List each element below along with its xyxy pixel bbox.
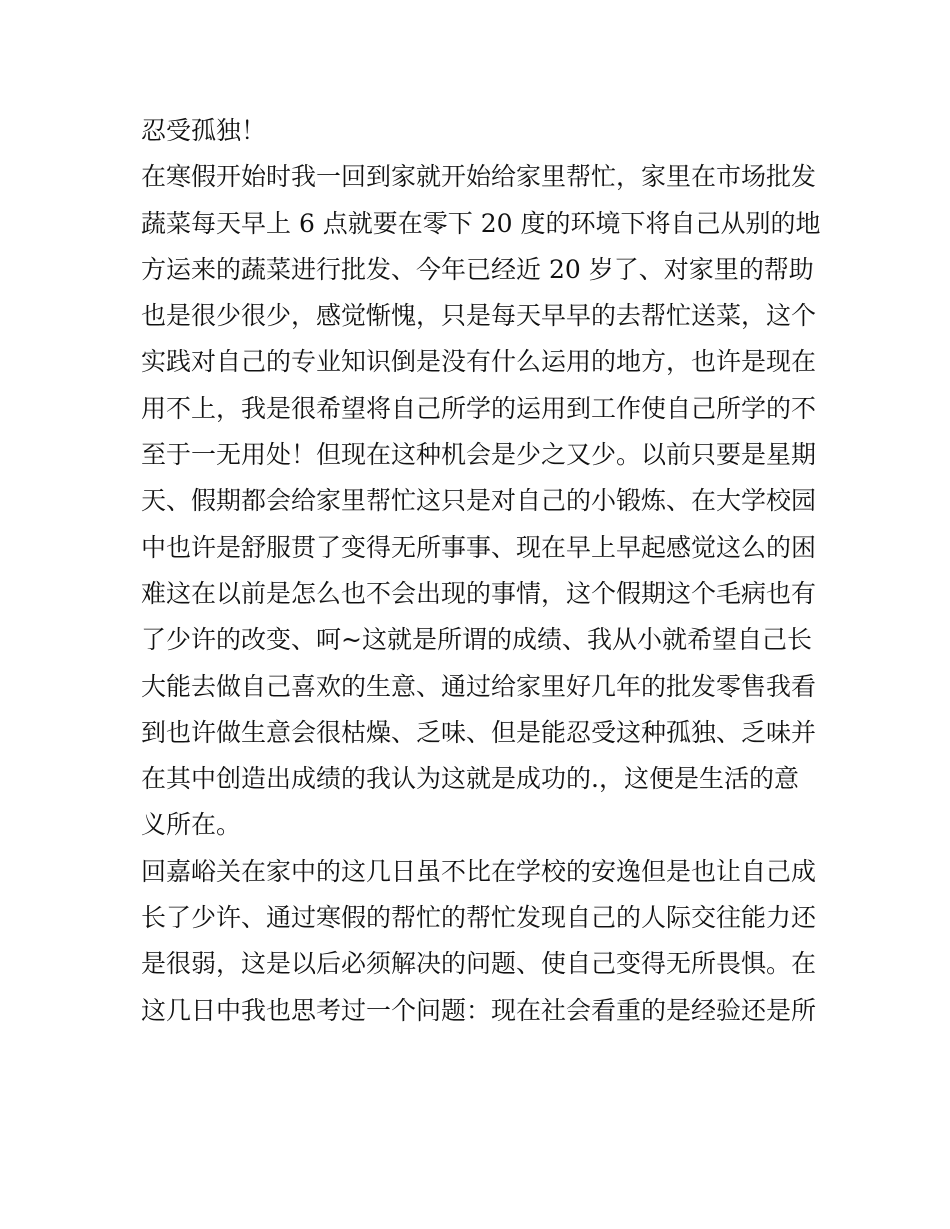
text-line: 是很弱，这是以后必须解决的问题、使自己变得无所畏惧。在	[141, 949, 817, 979]
text-line: 这几日中我也思考过一个问题：现在社会看重的是经验还是所	[141, 995, 817, 1025]
document-body	[141, 108, 821, 1034]
text-line: 回嘉峪关在家中的这几日虽不比在学校的安逸但是也让自己成	[141, 856, 817, 886]
text-line: 至于一无用处！但现在这种机会是少之又少。以前只要是星期	[141, 440, 817, 470]
text-line: 中也许是舒服贯了变得无所事事、现在早上早起感觉这么的困	[141, 532, 817, 562]
text-line: 忍受孤独！	[141, 116, 267, 145]
text-line: 难这在以前是怎么也不会出现的事情，这个假期这个毛病也有	[141, 578, 817, 608]
text-line: 也是很少很少，感觉惭愧，只是每天早早的去帮忙送菜，这个	[141, 301, 817, 331]
text-line: 在寒假开始时我一回到家就开始给家里帮忙，家里在市场批发	[141, 162, 817, 192]
text-line: 蔬菜每天早上 6 点就要在零下 20 度的环境下将自己从别的地	[141, 208, 821, 238]
text-line: 长了少许、通过寒假的帮忙的帮忙发现自己的人际交往能力还	[141, 903, 817, 933]
text-line: 大能去做自己喜欢的生意、通过给家里好几年的批发零售我看	[141, 671, 817, 701]
text-line: 在其中创造出成绩的我认为这就是成功的.，这便是生活的意	[141, 764, 799, 794]
text-line: 天、假期都会给家里帮忙这只是对自己的小锻炼、在大学校园	[141, 486, 817, 516]
text-line: 方运来的蔬菜进行批发、今年已经近 20 岁了、对家里的帮助	[141, 254, 814, 284]
text-line: 用不上，我是很希望将自己所学的运用到工作使自己所学的不	[141, 393, 817, 423]
text-line: 义所在。	[141, 810, 242, 840]
text-line: 实践对自己的专业知识倒是没有什么运用的地方，也许是现在	[141, 347, 817, 377]
text-line: 了少许的改变、呵~这就是所谓的成绩、我从小就希望自己长	[141, 625, 812, 655]
text-line: 到也许做生意会很枯燥、乏味、但是能忍受这种孤独、乏味并	[141, 717, 817, 747]
